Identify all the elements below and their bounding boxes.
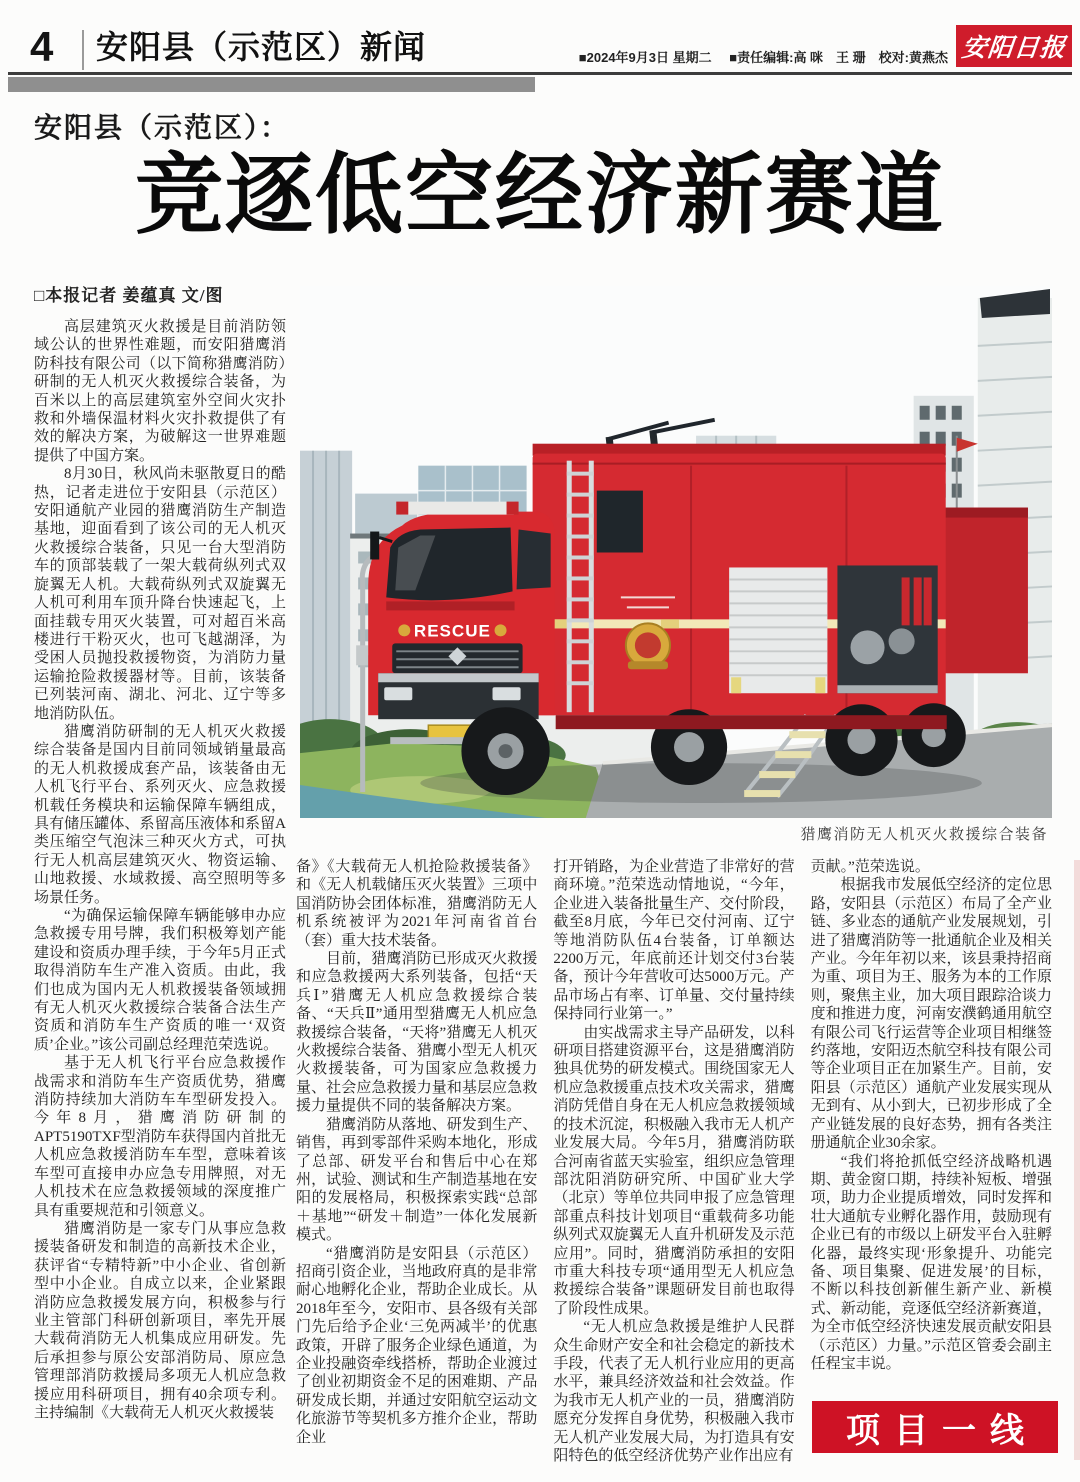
page-number: 4 — [30, 23, 54, 70]
page-edge-bleed — [1074, 860, 1080, 1460]
paragraph: “为确保运输保障车辆能够申办应急救援专用号牌，我们积极筹划产能建设和资质办理手续，于今年5月正式取得消防车生产准入资质。由此，我们也成为国内无人机救援装备领域拥有无人机灭火救援综合装备合法生产资质和消防车生产资质的唯一‘双资质’企业。”该公司副总经理范荣选说。 — [34, 908, 286, 1053]
lower-columns — [296, 858, 1052, 1466]
section-title: 安阳县（示范区）新闻 — [96, 29, 427, 65]
paragraph: “无人机应急救援是维护人民群众生命财产安全和社会稳定的新技术手段，代表了无人机行业应用的更高水平，兼具经济效益和社会效益。作为我市无人机产业的一员，猎鹰消防愿充分发挥自身优势，积极融入我市无人机产业发展大局，为打造具有安阳特色的低空经济优势产业作出应有 — [553, 1319, 795, 1464]
fire-truck-photo — [300, 286, 1052, 818]
paragraph: 根据我市发展低空经济的定位思路，安阳县（示范区）布局了全产业链、多业态的通航产业发展规划，引进了猎鹰消防等一批通航企业及相关产业。今年年初以来，该县秉持招商为重、项目为王、服务为本的工作原则，聚焦主业，加大项目跟踪洽谈力度和推进力度，河南安濮鹤通用航空有限公司飞行运营等企业项目相继签约落地，安阳迈杰航空科技有限公司等企业项目正在加紧生产。目前，安阳县（示范区）通航产业发展实现从无到有、从小到大，已初步形成了全产业链发展的良好态势，拥有各类注册通航企业30余家。 — [810, 877, 1052, 1152]
newspaper-logo — [956, 25, 1072, 67]
byline: □本报记者 姜蕴真 文/图 — [34, 286, 224, 305]
paragraph: 打开销路，为企业营造了非常好的营商环境。”范荣选动情地说，“今年，企业进入装备批量生产、交付阶段，截至8月底，今年已交付河南、辽宁等地消防队伍4台装备，订单额达2200万元，年底前还计划交付3台装备，预计今年营收可达5000万元。产品市场占有率、订单量、交付量持续保持同行业第一。” — [553, 859, 795, 1023]
project-frontline-label: 项目一线 — [846, 1412, 1038, 1450]
truck-rescue-marking: RESCUE — [413, 621, 491, 641]
photo-caption: 猎鹰消防无人机灭火救援综合装备 — [800, 827, 1048, 843]
masthead-gray-bar — [8, 77, 535, 92]
paragraph: 备》《大载荷无人机抢险救援装备》和《无人机载储压灭火装置》三项中国消防协会团体标准，猎鹰消防无人机系统被评为2021年河南省首台（套）重大技术装备。 — [296, 859, 538, 949]
text-column-4 — [811, 858, 1052, 1466]
paragraph: 由实战需求主导产品研发，以科研项目搭建资源平台，这是猎鹰消防独具优势的研发模式。围绕国家无人机应急救援重点技术攻关需求，猎鹰消防凭借自身在无人机应急救援领域的技术沉淀，积极融入我市无人机产业发展大局。今年5月，猎鹰消防联合河南省蓝天实验室，组织应急管理部沈阳消防研究所、中国矿业大学（北京）等单位共同申报了应急管理部重点科技计划项目“重载荷多功能纵列式双旋翼无人直升机研发及示范应用”。同时，猎鹰消防承担的安阳市重大科技专项“通用型无人机应急救援综合装备”课题研发目前也取得了阶段性成果。 — [553, 1024, 795, 1317]
masthead-meta — [579, 47, 948, 66]
paragraph: 猎鹰消防是一家专门从事应急救援装备研发和制造的高新技术企业，获评省“专精特新”中小企业、省创新型中小企业。自成立以来，企业紧跟消防应急救援发展方向，积极参与行业主管部门科研创新项目，率先开展大载荷消防无人机集成应用研发。先后承担参与原公安部消防局、原应急管理部消防救援局多项无人机应急救援应用科研项目，拥有40余项专利。主持编制《大载荷无人机灭火救援装 — [34, 1220, 286, 1421]
paragraph: 贡献。”范荣选说。 — [810, 859, 930, 875]
text-column-1 — [34, 318, 286, 1468]
paragraph: 目前，猎鹰消防已形成灭火救援和应急救援两大系列装备，包括“天兵Ⅰ”猎鹰无人机应急救援综合装备、“天兵Ⅱ”通用型猎鹰无人机应急救援综合装备，“天将”猎鹰无人机灭火救援综合装备、猎鹰小型无人机灭火救援装备，可为国家应急救援力量、社会应急救援力量和基层应急救援力量提供不同的装备解决方案。 — [296, 951, 538, 1115]
paragraph: 高层建筑灭火救援是目前消防领域公认的世界性难题，而安阳猎鹰消防科技有限公司（以下简称猎鹰消防）研制的无人机灭火救援综合装备，为百米以上的高层建筑室外空间火灾扑救和外墙保温材料火灾扑救提供了有效的解决方案，为破解这一世界难题提供了中国方案。 — [34, 319, 286, 464]
text-column-3 — [553, 858, 794, 1466]
paragraph: 猎鹰消防研制的无人机灭火救援综合装备是国内目前同领域销量最高的无人机救援成套产品，该装备由无人机飞行平台、系列灭火、应急救援机载任务模块和运输保障车辆组成，具有储压罐体、系留高压液体和系留A类压缩空气泡沫三种灭火方式，可执行无人机高层建筑灭火、物资运输、山地救援、水域救援、高空照明等多场景任务。 — [34, 723, 286, 906]
headline-kicker: 安阳县（示范区）： — [34, 113, 291, 144]
project-frontline-tag — [812, 1401, 1058, 1453]
paragraph: 猎鹰消防从落地、研发到生产、销售，再到零部件采购本地化，形成了总部、研发平台和售后中心在郑州，试验、测试和生产制造基地在安阳的发展格局，积极探索实践“总部＋基地”“研发＋制造”一体化发展新模式。 — [296, 1116, 538, 1244]
paragraph: “我们将抢抓低空经济战略机遇期、黄金窗口期，持续补短板、增强项，助力企业提质增效，同时发挥和壮大通航专业孵化器作用，鼓励现有企业已有的市级以上研发平台入驻孵化器，最终实现‘形象提升、功能完备、项目集聚、促进发展’的目标，不断以科技创新催生新产业、新模式、新动能，竞逐低空经济新赛道，为全市低空经济快速发展贡献安阳县（示范区）力量。”示范区管委会副主任程宝丰说。 — [810, 1153, 1052, 1372]
main-headline: 竞逐低空经济新赛道 — [134, 145, 945, 244]
masthead-divider — [82, 30, 84, 70]
date-line: ■2024年9月3日 星期二 — [578, 50, 712, 65]
paragraph: 8月30日，秋风尚未驱散夏日的酷热，记者走进位于安阳县（示范区）安阳通航产业园的猎鹰消防生产制造基地，迎面看到了该公司的无人机灭火救援综合装备，只见一台大型消防车的顶部装载了一架大载荷纵列式双旋翼无人机。大载荷纵列式双旋翼无人机可利用车顶升降台快速起飞，上面挂载专用灭火装置，可对超百米高楼进行干粉灭火，也可飞越湖泽，为受困人员抛投救援物资，为消防力量运输抢险救援器材等。目前，该装备已列装河南、湖北、河北、辽宁等多地消防队伍。 — [34, 466, 286, 722]
text-column-2 — [296, 858, 537, 1466]
paragraph: 基于无人机飞行平台应急救援作战需求和消防车生产资质优势，猎鹰消防持续加大消防车车型研发投入。今年8月，猎鹰消防研制的APT5190TXF型消防车获得国内首批无人机应急救援消防车车型，意味着该车型可直接申办应急专用牌照，对无人机技术在应急救援领域的深度推广具有重要规范和引领意义。 — [34, 1055, 286, 1219]
masthead-rule — [8, 72, 1072, 75]
paragraph: “猎鹰消防是安阳县（示范区）招商引资企业，当地政府真的是非常耐心地孵化企业，帮助企业成长。从2018年至今，安阳市、县各级有关部门先后给予企业‘三免两减半’的优惠政策，开辟了服务企业绿色通道，为企业投融资牵线搭桥，帮助企业渡过了创业初期资金不足的困难期、产品研发成长期，并通过安阳航空运动文化旅游节等契机多方推介企业，帮助企业 — [296, 1245, 538, 1446]
fire-truck-illustration — [300, 286, 1052, 818]
editors-line: ■责任编辑:高 咪 王 珊 校对:黄燕杰 — [729, 50, 948, 65]
newspaper-logo-text: 安阳日报 — [960, 35, 1068, 62]
